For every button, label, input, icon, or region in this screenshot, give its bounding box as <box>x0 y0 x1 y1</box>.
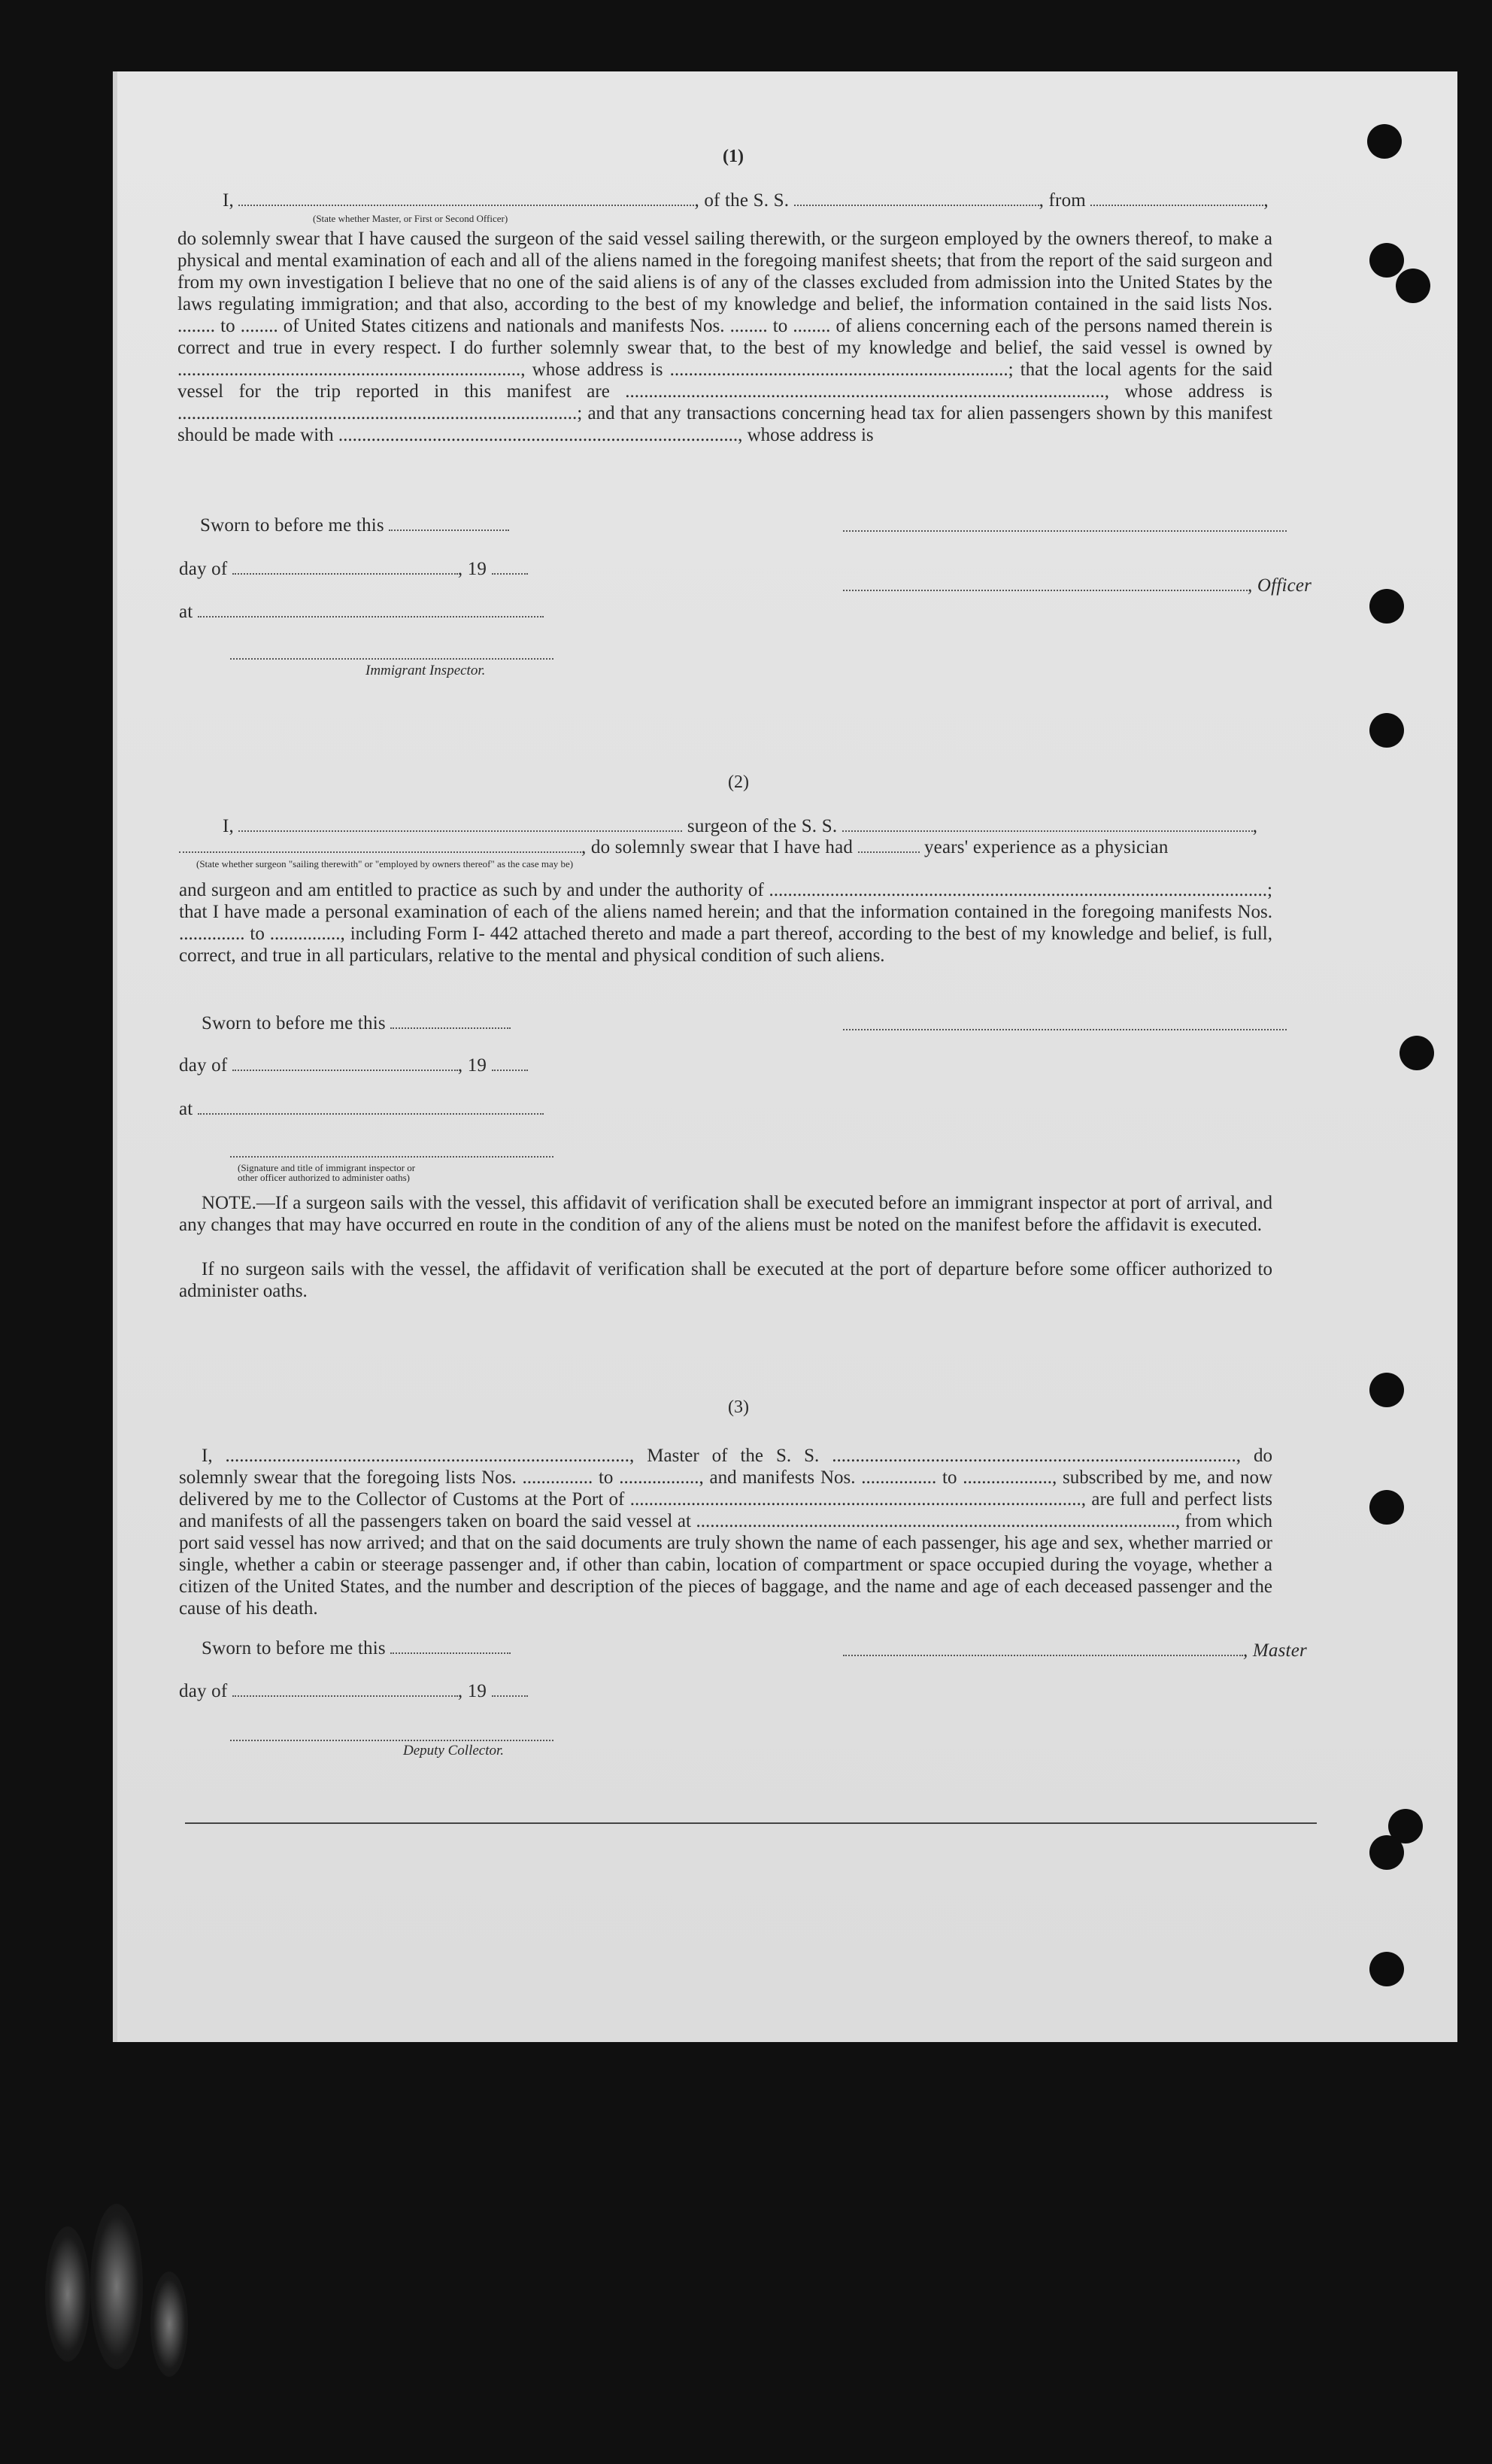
scan-glare <box>90 2204 143 2369</box>
surgeon-note: NOTE.—If a surgeon sails with the vessel, this affidavit of verification shall be executed before an immigrant inspector at port of arrival, and any changes that may have occurred en route in the condition of any of the aliens must be noted on the manifest before the affidavit is executed. <box>179 1193 1272 1235</box>
section-2-line-1: I, surgeon of the S. S. , <box>223 816 1258 836</box>
section-3-sworn: Sworn to before me this <box>202 1638 511 1659</box>
deputy-signature-line <box>230 1740 553 1741</box>
immigrant-inspector-caption: Immigrant Inspector. <box>365 663 486 678</box>
signature-caption-line-2: other officer authorized to administer oaths) <box>238 1172 410 1183</box>
signature-caption-line-1: (Signature and title of immigrant inspector or <box>238 1162 416 1173</box>
section-1-line-1: I, , of the S. S. , from , <box>223 190 1269 211</box>
punch-hole <box>1400 1036 1434 1070</box>
section-1-sworn: Sworn to before me this <box>200 515 509 536</box>
section-1-at: at <box>179 602 544 623</box>
section-2-at: at <box>179 1099 544 1120</box>
deputy-collector-caption: Deputy Collector. <box>403 1743 505 1758</box>
section-2-inspector-line <box>230 1156 553 1158</box>
officer-rank-hint: (State whether Master, or First or Second Officer) <box>313 213 508 224</box>
section-2-sworn: Sworn to before me this <box>202 1013 511 1034</box>
section-3-number: (3) <box>728 1397 749 1417</box>
section-1-signature-line <box>843 530 1287 532</box>
punch-hole <box>1369 243 1404 278</box>
punch-hole <box>1367 124 1402 159</box>
punch-hole <box>1396 269 1430 303</box>
years-experience-blank <box>858 838 920 853</box>
punch-hole <box>1369 1490 1404 1525</box>
surgeon-vessel-blank <box>842 817 1253 832</box>
inspector-signature-line <box>230 658 553 660</box>
punch-hole <box>1369 1952 1404 1986</box>
section-1-officer-line: , Officer <box>843 575 1312 596</box>
section-1-oath-text: do solemnly swear that I have caused the surgeon of the said vessel sailing therewith, or the surgeon employed by the owners thereof, to make a physical and mental examination of each and all of the aliens named in the foregoing manifest sheets; that from the report of the said surgeon and from my own investigation I believe that no one of the said aliens is of any of the classes excluded from admission into the United States by the laws regulating immigration; and that also, according to the best of my knowledge and belief, the information contained in the said lists Nos. ........ to ........ of United States citizens and nationals and manifests Nos. ........ to ........ of aliens concerning each of the persons named therein is correct and true in every respect. I do further solemnly swear that, to the best of my knowledge and belief, the said vessel is owned by ........................................................................., whose address is ........................................................................; that the local agents for the said vessel for the trip reported in this manifest are ......................................................................................................, whose address is .....................................................................................; and that any transactions concerning head tax for alien passengers shown by this manifest should be made with ....................................................................................., whose address is <box>177 229 1272 445</box>
section-3-day-of: day of , 19 <box>179 1681 528 1702</box>
surgeon-name-blank <box>238 817 682 832</box>
surgeon-type-hint: (State whether surgeon "sailing therewith" or "employed by owners thereof" as the case may be) <box>196 858 574 869</box>
vessel-name-blank <box>794 191 1039 206</box>
page-bottom-rule <box>185 1822 1317 1824</box>
section-1-day-of: day of , 19 <box>179 559 528 580</box>
section-2-day-of: day of , 19 <box>179 1055 528 1076</box>
punch-hole <box>1369 589 1404 624</box>
section-3-master-line: , Master <box>843 1640 1307 1661</box>
section-1-number: (1) <box>723 147 744 166</box>
punch-hole <box>1369 1373 1404 1407</box>
officer-rank-blank <box>238 191 694 206</box>
section-2-line-2: , do solemnly swear that I have had years' experience as a physician <box>179 837 1169 858</box>
departure-port-blank <box>1090 191 1263 206</box>
scan-glare <box>45 2226 90 2362</box>
punch-hole <box>1369 713 1404 748</box>
section-2-number: (2) <box>728 772 749 792</box>
punch-hole <box>1369 1835 1404 1870</box>
scan-glare <box>150 2271 188 2377</box>
section-2-signature-line <box>843 1029 1287 1030</box>
section-2-oath-text: and surgeon and am entitled to practice as such by and under the authority of ..........................................................................................................; that I have made a personal examination of each of the aliens named herein; and that the information contained in the foregoing manifests Nos. .............. to ..............., including Form I- 442 attached thereto and made a part thereof, according to the best of my knowledge and belief, is full, correct, and true in all particulars, relative to the mental and physical condition of such aliens. <box>179 880 1272 966</box>
manifest-page <box>113 71 1457 2042</box>
section-3-oath-text: I, ......................................................................................, Master of the S. S. ......................................................................................, do solemnly swear that the foregoing lists Nos. ............... to ................., and manifests Nos. ................ to ..................., subscribed by me, and now delivered by me to the Collector of Customs at the Port of ................................................................................................, are full and perfect lists and manifests of all the passengers taken on board the said vessel at ......................................................................................................, from which port said vessel has now arrived; and that on the said documents are truly shown the name of each passenger, his age and sex, whether married or single, whether a cabin or steerage passenger and, if other than cabin, location of compartment or space occupied during the voyage, whether a citizen of the United States, and the number and description of the pieces of baggage, and the name and age of each deceased passenger and the cause of his death. <box>179 1446 1272 1619</box>
no-surgeon-note: If no surgeon sails with the vessel, the affidavit of verification shall be executed at the port of departure before some officer authorized to administer oaths. <box>179 1259 1272 1301</box>
